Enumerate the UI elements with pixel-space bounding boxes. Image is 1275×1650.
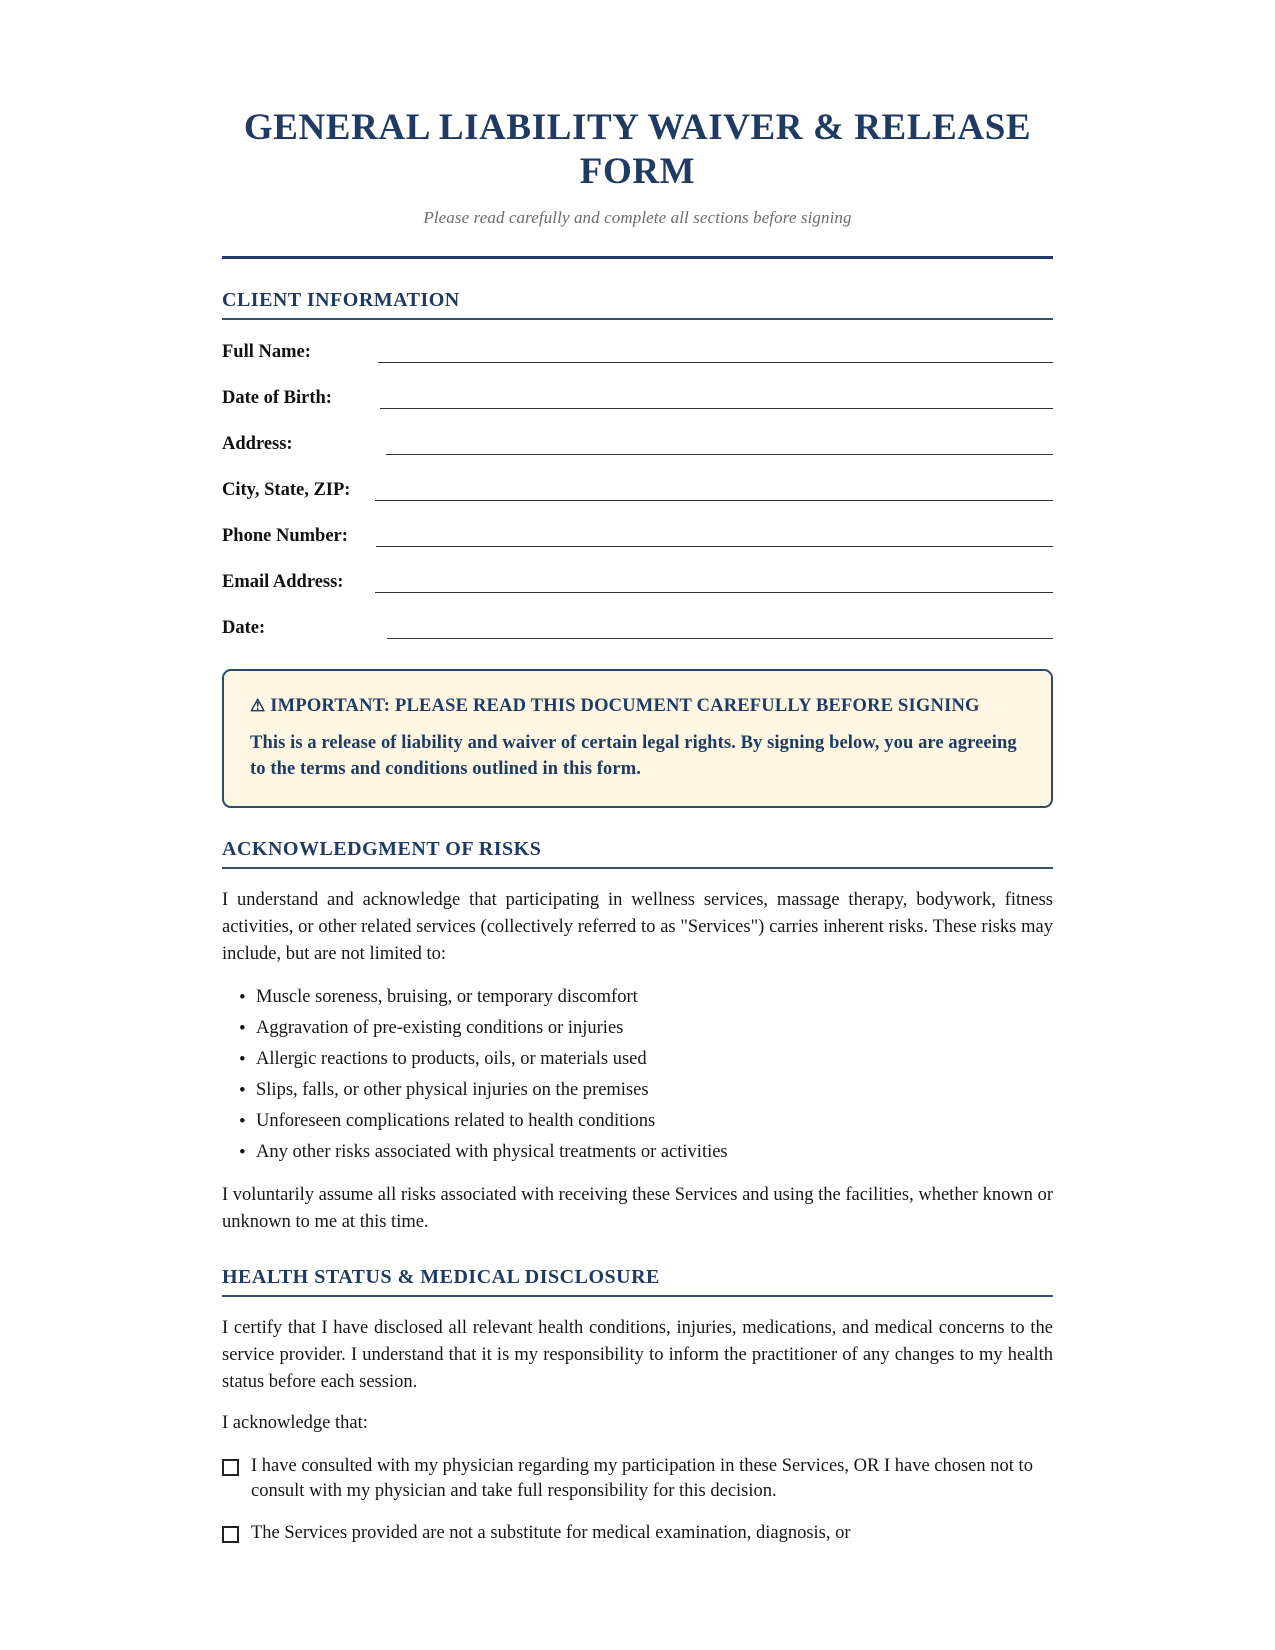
checkbox-row-physician-consult[interactable]	[222, 1454, 1053, 1504]
notice-title-text: IMPORTANT: PLEASE READ THIS DOCUMENT CAREFULLY BEFORE SIGNING	[270, 696, 980, 716]
client-information-section	[222, 289, 1053, 639]
field-input-full-name[interactable]	[378, 345, 1053, 363]
list-item: • Unforeseen complications related to health conditions	[222, 1106, 1053, 1137]
field-input-date-of-birth[interactable]	[380, 391, 1053, 409]
section-divider	[222, 318, 1053, 320]
acknowledgment-of-risks-section	[222, 838, 1053, 1236]
field-input-phone-number[interactable]	[376, 529, 1053, 547]
list-item: • Muscle soreness, bruising, or temporary discomfort	[222, 982, 1053, 1013]
field-label-date-of-birth: Date of Birth:	[222, 388, 332, 408]
health-status-section	[222, 1266, 1053, 1546]
checkbox-label: The Services provided are not a substitute for medical examination, diagnosis, or	[251, 1523, 851, 1543]
form-field-email-address	[222, 568, 1053, 593]
field-input-address[interactable]	[386, 437, 1053, 455]
risks-closing-paragraph: I voluntarily assume all risks associated with receiving these Services and using the facilities, whether known or unknown to me at this time.	[222, 1185, 1053, 1232]
checkbox-row-not-medical-substitute[interactable]	[222, 1521, 1053, 1546]
form-field-date	[222, 614, 1053, 639]
form-field-city-state-zip	[222, 476, 1053, 501]
section-heading-client-information: CLIENT INFORMATION	[222, 289, 460, 311]
field-label-full-name: Full Name:	[222, 342, 311, 362]
health-status-paragraph: I certify that I have disclosed all relevant health conditions, injuries, medications, and medical concerns to the service provider. I understand that it is my responsibility to inform the practitioner of any changes to my health status before each session.	[222, 1318, 1053, 1392]
page-subtitle: Please read carefully and complete all sections before signing	[423, 208, 852, 227]
field-input-city-state-zip[interactable]	[375, 483, 1053, 501]
form-field-full-name	[222, 338, 1053, 363]
checkbox-label: I have consulted with my physician regarding my participation in these Services, OR I have chosen not to consult with my physician and take full responsibility for this decision.	[251, 1456, 1033, 1501]
page-title: GENERAL LIABILITY WAIVER & RELEASE FORM	[243, 107, 1032, 192]
notice-title	[250, 693, 1025, 719]
field-input-date[interactable]	[387, 621, 1053, 639]
field-label-email-address: Email Address:	[222, 572, 344, 592]
list-item: • Slips, falls, or other physical injuries on the premises	[222, 1075, 1053, 1106]
form-field-date-of-birth	[222, 384, 1053, 409]
section-divider	[222, 867, 1053, 869]
risks-intro-paragraph: I understand and acknowledge that participating in wellness services, massage therapy, bodywork, fitness activities, or other related services (collectively referred to as "Services") carries inherent risks. These risks may include, but are not limited to:	[222, 890, 1053, 964]
field-label-date: Date:	[222, 618, 266, 638]
list-item: • Aggravation of pre-existing conditions or injuries	[222, 1013, 1053, 1044]
field-label-phone-number: Phone Number:	[222, 526, 348, 546]
important-notice-box	[222, 669, 1053, 808]
acknowledge-intro: I acknowledge that:	[222, 1413, 368, 1433]
section-heading-acknowledgment-of-risks: ACKNOWLEDGMENT OF RISKS	[222, 838, 542, 860]
list-item: • Allergic reactions to products, oils, or materials used	[222, 1044, 1053, 1075]
risk-list	[222, 982, 1053, 1168]
section-heading-health-status: HEALTH STATUS & MEDICAL DISCLOSURE	[222, 1266, 660, 1288]
section-divider	[222, 1295, 1053, 1297]
form-field-address	[222, 430, 1053, 455]
notice-body: This is a release of liability and waiver of certain legal rights. By signing below, you are agreeing to the terms and conditions outlined in this form.	[250, 733, 1017, 779]
field-label-address: Address:	[222, 434, 293, 454]
form-field-phone-number	[222, 522, 1053, 547]
field-input-email-address[interactable]	[375, 575, 1053, 593]
field-label-city-state-zip: City, State, ZIP:	[222, 480, 351, 500]
checkbox-icon[interactable]	[222, 1526, 239, 1543]
list-item: • Any other risks associated with physical treatments or activities	[222, 1137, 1053, 1168]
checkbox-icon[interactable]	[222, 1459, 239, 1476]
header-divider	[222, 256, 1053, 259]
warning-triangle-icon: ⚠	[250, 696, 266, 715]
